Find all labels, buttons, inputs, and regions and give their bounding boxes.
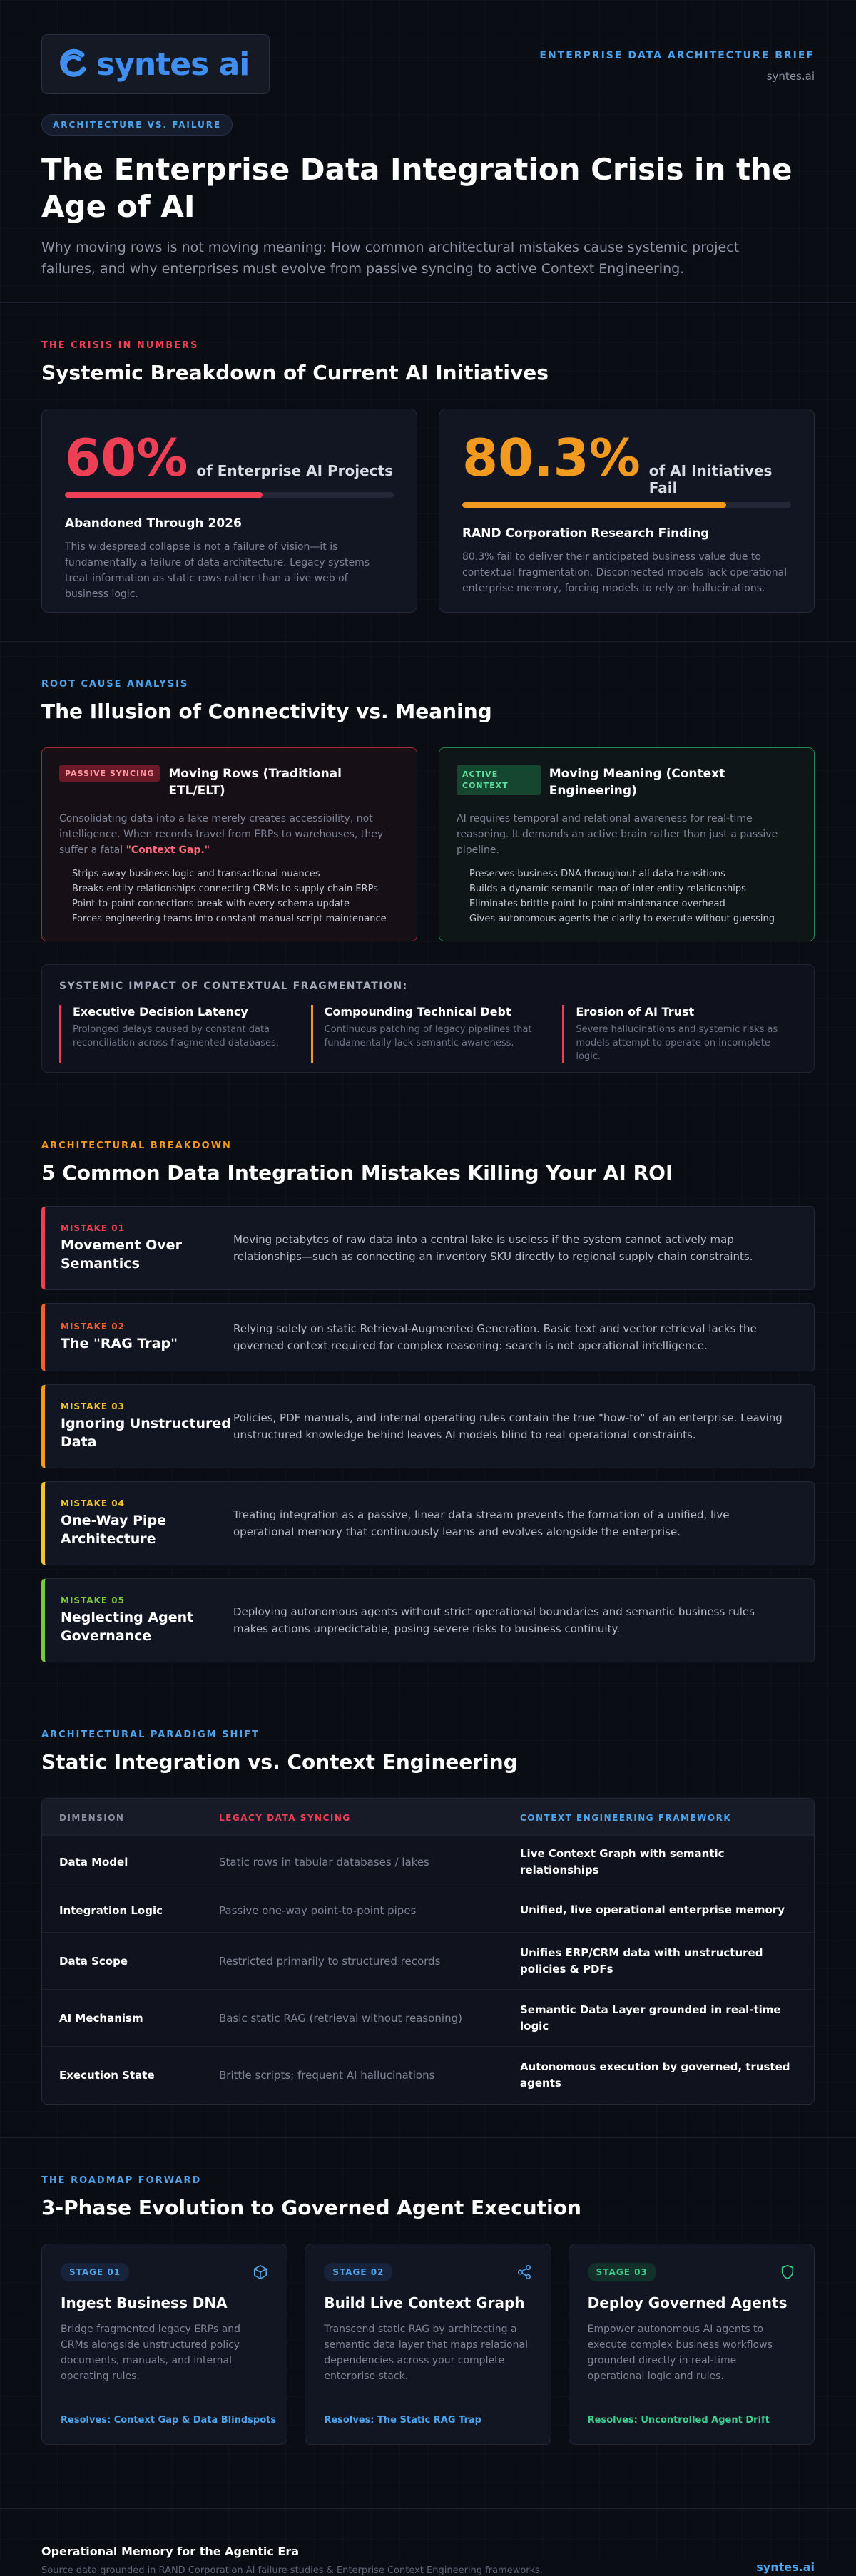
stat-text: This widespread collapse is not a failure of vision—it is fundamentally a failure of data architecture. Legacy systems treat information as static rows rather than a live web of business logic. [65, 541, 370, 600]
roadmap-section [0, 2138, 856, 2509]
list-item: Point-to-point connections break with every schema update [72, 899, 350, 909]
table-cell-context: Semantic Data Layer grounded in real-time logic [520, 2003, 781, 2033]
impact-title: SYSTEMIC IMPACT OF CONTEXTUAL FRAGMENTATION: [59, 981, 408, 992]
impact-item-trust [562, 1005, 797, 1063]
stat-label: of Enterprise AI Projects [196, 462, 393, 479]
roadmap-title: 3-Phase Evolution to Governed Agent Execution [41, 2196, 581, 2219]
active-tag: ACTIVE CONTEXT [457, 765, 541, 795]
mistake-card-01 [41, 1206, 815, 1290]
stat-progress-fill [65, 492, 263, 498]
paradigm-eyebrow: ARCHITECTURAL PARADIGM SHIFT [41, 1729, 260, 1740]
brief-domain[interactable]: syntes.ai [766, 70, 815, 83]
active-text: AI requires temporal and relational awareness for real-time reasoning. It demands an active brain rather than just a passive pipeline. [457, 813, 778, 856]
shield-icon [780, 2264, 795, 2280]
column-header: DIMENSION [59, 1813, 125, 1823]
brief-title: ENTERPRISE DATA ARCHITECTURE BRIEF [539, 50, 815, 61]
root-title: The Illusion of Connectivity vs. Meaning [41, 700, 492, 723]
phase-card-stage-03 [569, 2244, 815, 2445]
active-list [457, 867, 797, 926]
cube-icon [253, 2264, 268, 2280]
stage-badge: STAGE 03 [588, 2263, 656, 2281]
passive-text-body: Consolidating data into a lake merely creates accessibility, not intelligence. When records travel from ERPs to warehouses, they suffer a fatal [59, 813, 384, 856]
list-item: Strips away business logic and transactional nuances [72, 869, 320, 879]
phase-title: Ingest Business DNA [61, 2294, 228, 2311]
mistake-title: The "RAG Trap" [61, 1336, 178, 1351]
mistake-title: Neglecting Agent Governance [61, 1610, 194, 1644]
impact-heading: Compounding Technical Debt [324, 1005, 511, 1018]
mistake-text: Treating integration as a passive, linear data stream prevents the formation of a unified, live operational memory that continuously learns and evolves alongside the enterprise. [233, 1508, 730, 1538]
impact-text: Prolonged delays caused by constant data reconciliation across fragmented databases. [73, 1024, 279, 1048]
table-cell-legacy: Restricted primarily to structured records [219, 1954, 441, 1968]
column-header: CONTEXT ENGINEERING FRAMEWORK [520, 1813, 732, 1823]
table-cell-legacy: Brittle scripts; frequent AI hallucinations [219, 2069, 435, 2082]
mistake-text: Policies, PDF manuals, and internal operating rules contain the true "how-to" of an enterprise. Leaving unstructured knowledge behind leaves AI models blind to real operational constraints. [233, 1411, 783, 1441]
crisis-title: Systemic Breakdown of Current AI Initiatives [41, 361, 549, 384]
phase-resolves: Resolves: The Static RAG Trap [324, 2415, 482, 2426]
mistake-card-02 [41, 1303, 815, 1371]
stage-badge: STAGE 02 [324, 2263, 392, 2281]
share-icon [516, 2264, 532, 2280]
stat-label: of AI Initiatives Fail [648, 462, 773, 496]
mistake-card-03 [41, 1384, 815, 1468]
brief-tag [539, 50, 815, 83]
table-header-row [42, 1799, 814, 1836]
impact-heading: Executive Decision Latency [73, 1005, 248, 1018]
phase-title: Deploy Governed Agents [587, 2294, 788, 2311]
impact-heading: Erosion of AI Trust [576, 1005, 695, 1018]
table-cell-legacy: Static rows in tabular databases / lakes [219, 1855, 429, 1869]
table-cell-dimension: Integration Logic [59, 1903, 163, 1917]
phase-resolves: Resolves: Uncontrolled Agent Drift [587, 2415, 770, 2426]
table-cell-context: Live Context Graph with semantic relationships [520, 1846, 725, 1876]
stat-progress-bar [462, 502, 791, 508]
mistake-card-05 [41, 1578, 815, 1662]
footer-brand-link[interactable]: syntes.ai [756, 2560, 815, 2574]
category-pill: ARCHITECTURE VS. FAILURE [41, 114, 233, 136]
comparison-table [41, 1798, 815, 2105]
phase-resolves: Resolves: Context Gap & Data Blindspots [61, 2415, 277, 2426]
phase-text: Bridge fragmented legacy ERPs and CRMs alongside unstructured policy documents, manuals, and internal operating rules. [61, 2324, 241, 2382]
impact-item-debt [311, 1005, 546, 1063]
context-gap-highlight: "Context Gap." [126, 844, 210, 856]
active-title: Moving Meaning (Context Engineering) [549, 767, 725, 798]
stat-heading: RAND Corporation Research Finding [462, 526, 710, 541]
table-cell-dimension: AI Mechanism [59, 2011, 143, 2025]
list-item: Forces engineering teams into constant manual script maintenance [72, 914, 387, 924]
impact-text: Severe hallucinations and systemic risks as models attempt to operate on incomplete logic. [576, 1024, 778, 1062]
column-header: LEGACY DATA SYNCING [219, 1813, 351, 1823]
table-cell-dimension: Data Scope [59, 1954, 128, 1968]
list-item: Preserves business DNA throughout all data transitions [469, 869, 725, 879]
passive-title: Moving Rows (Traditional ETL/ELT) [168, 767, 342, 798]
mistake-card-04 [41, 1481, 815, 1565]
paradigm-title: Static Integration vs. Context Engineering [41, 1750, 518, 1774]
table-row [42, 1888, 814, 1933]
phase-card-stage-02 [305, 2244, 551, 2445]
brand-logo[interactable] [41, 34, 270, 94]
root-cause-section [0, 642, 856, 1103]
roadmap-eyebrow: THE ROADMAP FORWARD [41, 2175, 202, 2186]
stat-text: 80.3% fail to deliver their anticipated business value due to contextual fragmentation. Disconnected models lack operational enterprise memory, forcing models to rely on hallucinations. [462, 551, 788, 594]
table-row [42, 1990, 814, 2047]
table-cell-dimension: Data Model [59, 1855, 128, 1869]
passive-syncing-card [41, 747, 417, 941]
list-item: Eliminates brittle point-to-point maintenance overhead [469, 899, 725, 909]
mistake-title: Movement Over Semantics [61, 1237, 182, 1272]
stat-heading: Abandoned Through 2026 [65, 516, 242, 531]
phase-title: Build Live Context Graph [324, 2294, 525, 2311]
table-row [42, 1933, 814, 1990]
table-cell-dimension: Execution State [59, 2069, 155, 2082]
phase-card-stage-01 [41, 2244, 287, 2445]
table-cell-legacy: Passive one-way point-to-point pipes [219, 1903, 417, 1917]
mistakes-section [0, 1103, 856, 1692]
stage-badge: STAGE 01 [61, 2263, 129, 2281]
table-cell-legacy: Basic static RAG (retrieval without reasoning) [219, 2011, 462, 2025]
mistakes-title: 5 Common Data Integration Mistakes Killing Your AI ROI [41, 1161, 673, 1185]
mistake-number: MISTAKE 01 [61, 1223, 125, 1233]
paradigm-section [0, 1692, 856, 2138]
stat-progress-fill [462, 502, 726, 508]
stat-progress-bar [65, 492, 394, 498]
table-row [42, 2047, 814, 2104]
table-row [42, 1836, 814, 1888]
page-subtitle: Why moving rows is not moving meaning: How common architectural mistakes cause systemic project failures, and why enterprises must evolve from passive syncing to active Context Engineering. [41, 240, 740, 277]
stat-card-fail [439, 409, 815, 613]
systemic-impact-panel [41, 964, 815, 1073]
footer-source: Source data grounded in RAND Corporation AI failure studies & Enterprise Context Engineering frameworks. [41, 2565, 544, 2576]
impact-item-latency [59, 1005, 294, 1063]
mistakes-eyebrow: ARCHITECTURAL BREAKDOWN [41, 1140, 232, 1151]
brand-name: syntes ai [96, 46, 250, 83]
table-cell-context: Autonomous execution by governed, trusted agents [520, 2060, 790, 2090]
mistake-number: MISTAKE 05 [61, 1595, 125, 1605]
table-cell-context: Unifies ERP/CRM data with unstructured policies & PDFs [520, 1946, 763, 1976]
passive-list [59, 867, 399, 926]
footer-heading: Operational Memory for the Agentic Era [41, 2545, 300, 2558]
footer [0, 2509, 856, 2576]
page-title: The Enterprise Data Integration Crisis in the Age of AI [41, 152, 793, 224]
list-item: Builds a dynamic semantic map of inter-entity relationships [469, 884, 746, 894]
crisis-section [0, 303, 856, 642]
mistake-number: MISTAKE 03 [61, 1401, 125, 1411]
mistake-title: Ignoring Unstructured Data [61, 1416, 231, 1450]
phase-text: Empower autonomous AI agents to execute complex business workflows grounded directly in real-time operational logic and rules. [587, 2324, 773, 2382]
mistake-title: One-Way Pipe Architecture [61, 1513, 167, 1547]
mistake-number: MISTAKE 02 [61, 1322, 125, 1332]
stat-card-abandoned [41, 409, 417, 613]
table-cell-context: Unified, live operational enterprise memory [520, 1903, 785, 1916]
stat-value: 80.3% [462, 428, 641, 488]
mistake-text: Moving petabytes of raw data into a central lake is useless if the system cannot actively map relationships—such as connecting an inventory SKU directly to regional supply chain constraints. [233, 1233, 753, 1263]
impact-text: Continuous patching of legacy pipelines that fundamentally lack semantic awareness. [324, 1024, 532, 1048]
header-section [0, 0, 856, 303]
root-eyebrow: ROOT CAUSE ANALYSIS [41, 679, 189, 690]
phase-text: Transcend static RAG by architecting a semantic data layer that maps relational dependencies across your complete enterprise stack. [324, 2324, 528, 2382]
active-context-card [439, 747, 815, 941]
mistake-text: Relying solely on static Retrieval-Augmented Generation. Basic text and vector retrieval lacks the governed context required for complex reasoning: search is not operational intelligence. [233, 1322, 757, 1352]
list-item: Gives autonomous agents the clarity to execute without guessing [469, 914, 775, 924]
syntes-logo-icon [58, 48, 91, 81]
crisis-eyebrow: THE CRISIS IN NUMBERS [41, 340, 199, 351]
stat-value: 60% [65, 428, 188, 488]
mistake-number: MISTAKE 04 [61, 1498, 125, 1508]
mistake-text: Deploying autonomous agents without strict operational boundaries and semantic business rules makes actions unpredictable, posing severe risks to business continuity. [233, 1605, 755, 1635]
list-item: Breaks entity relationships connecting CRMs to supply chain ERPs [72, 884, 378, 894]
passive-tag: PASSIVE SYNCING [59, 765, 160, 782]
passive-text [59, 811, 399, 858]
